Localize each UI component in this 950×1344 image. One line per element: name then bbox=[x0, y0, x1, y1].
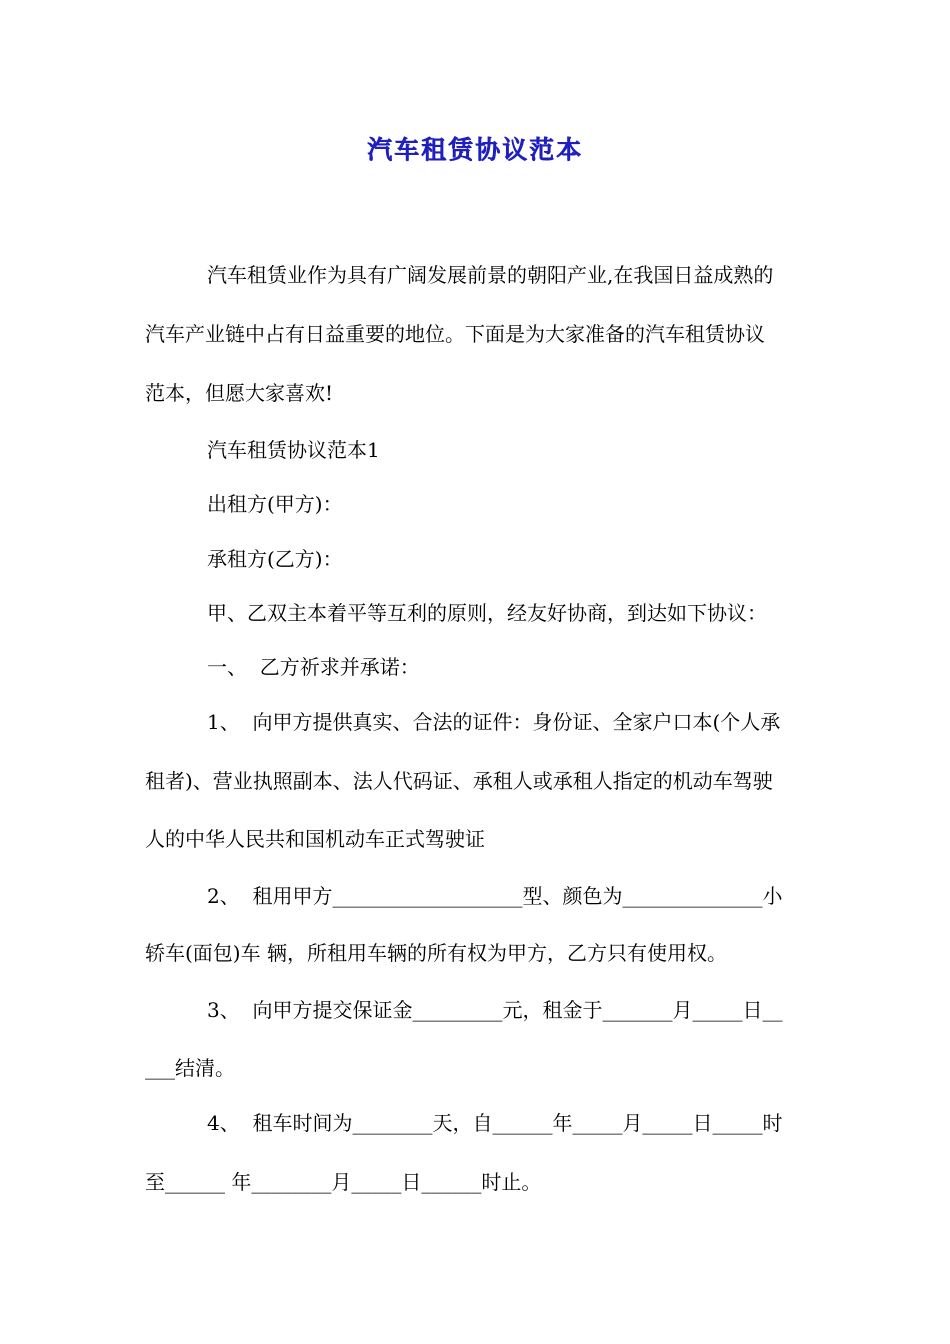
item-1-line-3: 人的中华人民共和国机动车正式驾驶证 bbox=[145, 827, 485, 851]
section-heading: 汽车租赁协议范本1 bbox=[207, 438, 380, 462]
item-3-line-1: 3、 向甲方提交保证金_________元，租金于_______月_____日__ bbox=[207, 998, 783, 1022]
clause-heading-1: 一、 乙方祈求并承诺： bbox=[207, 655, 420, 679]
intro-line-3: 范本，但愿大家喜欢! bbox=[145, 381, 334, 405]
item-3-line-2: ___结清。 bbox=[145, 1056, 235, 1080]
item-1-line-2: 租者)、营业执照副本、法人代码证、承租人或承租人指定的机动车驾驶 bbox=[145, 769, 773, 793]
item-1-line-1: 1、 向甲方提供真实、合法的证件：身份证、全家户口本(个人承 bbox=[207, 710, 781, 734]
item-2-line-1: 2、 租用甲方___________________型、颜色为______________小 bbox=[207, 884, 783, 908]
lessor-line: 出租方(甲方)： bbox=[207, 492, 343, 516]
lessee-line: 承租方(乙方)： bbox=[207, 547, 343, 571]
item-4-line-1: 4、 租车时间为________天，自______年_____月_____日_____时 bbox=[207, 1111, 783, 1135]
document-title: 汽车租赁协议范本 bbox=[366, 135, 583, 164]
intro-line-2: 汽车产业链中占有日益重要的地位。下面是为大家准备的汽车租赁协议 bbox=[145, 322, 765, 346]
item-4-line-2: 至______ 年________月_____日______时止。 bbox=[145, 1170, 542, 1194]
agreement-intro-line: 甲、乙双主本着平等互利的原则，经友好协商，到达如下协议： bbox=[207, 601, 767, 625]
item-2-line-2: 轿车(面包)车 辆，所租用车辆的所有权为甲方，乙方只有使用权。 bbox=[145, 941, 727, 965]
intro-line-1: 汽车租赁业作为具有广阔发展前景的朝阳产业,在我国日益成熟的 bbox=[207, 263, 774, 287]
